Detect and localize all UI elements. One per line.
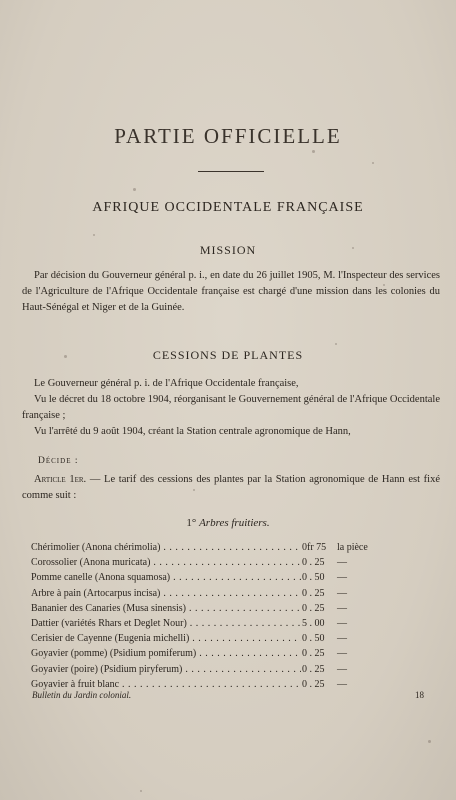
plant-price-list — [31, 540, 431, 692]
paper-speck — [372, 162, 374, 164]
plant-name: Chérimolier (Anona chérimolia) . . . — [31, 540, 301, 555]
plant-name: Cerisier de Cayenne (Eugenia michelli) . . . — [31, 631, 301, 646]
region-title: AFRIQUE OCCIDENTALE FRANÇAISE — [92, 200, 364, 215]
plant-row — [31, 540, 431, 555]
article-text: — Le tarif des cessions des plantes par la Station agronomique de Hann est fixé comme suit : — [22, 474, 440, 501]
paper-speck — [312, 150, 315, 153]
preamble-arrete: Vu l'arrêté du 9 août 1904, créant la Station centrale agronomique de Hann, — [34, 426, 351, 437]
plant-name: Dattier (variétés Rhars et Deglet Nour) . . . — [31, 616, 301, 631]
plant-unit: — — [337, 572, 347, 584]
cessions-preamble — [22, 376, 440, 440]
plant-row — [31, 631, 431, 646]
plant-price: 0 . 25 — [302, 678, 325, 690]
mission-text: Par décision du Gouverneur général p. i., en date du 26 juillet 1905, M. l'Inspecteur des services de l'Agriculture de l'Afrique Occidentale française est chargé d'une mission dans les colonies du Haut-Sénégal et Niger et de la Guinée. — [22, 270, 440, 313]
paper-speck — [133, 188, 136, 191]
plant-name: Goyavier à fruit blanc . . . — [31, 677, 301, 692]
title-divider — [198, 171, 264, 172]
plant-row — [31, 555, 431, 570]
preamble-decree: Vu le décret du 18 octobre 1904, réorganisant le Gouvernement général de l'Afrique Occidentale française ; — [22, 394, 440, 421]
page-footer — [32, 690, 424, 700]
plant-row — [31, 616, 431, 631]
plant-price: 0fr 75 — [302, 542, 327, 553]
plant-unit: — — [337, 633, 347, 645]
plant-unit: la pièce — [337, 542, 368, 553]
plant-row — [31, 662, 431, 677]
plant-price: 5 . 00 — [302, 617, 325, 629]
section-heading — [0, 517, 456, 529]
plant-unit: — — [337, 678, 347, 690]
cessions-heading: CESSIONS DE PLANTES — [152, 348, 304, 362]
plant-price: 0 . 50 — [302, 633, 325, 645]
preamble-governor: Le Gouverneur général p. i. de l'Afrique Occidentale française, — [34, 378, 299, 389]
section-number: 1° — [186, 517, 197, 529]
plant-row — [31, 646, 431, 661]
plant-price: 0 . 25 — [302, 648, 325, 660]
plant-price: 0 . 25 — [302, 663, 325, 675]
plant-price: 0 . 25 — [302, 602, 325, 614]
part-title: PARTIE OFFICIELLE — [114, 124, 342, 148]
plant-name: Arbre à pain (Artocarpus incisa) . . . — [31, 586, 301, 601]
paper-speck — [93, 234, 95, 236]
plant-unit: — — [337, 587, 347, 599]
plant-price: 0 . 25 — [302, 557, 325, 569]
mission-heading: MISSION — [199, 243, 257, 257]
journal-name: Bulletin du Jardin colonial. — [32, 690, 132, 700]
plant-unit: — — [337, 602, 347, 614]
plant-row — [31, 601, 431, 616]
decide-label: Décide : — [38, 456, 79, 466]
plant-name: Bananier des Canaries (Musa sinensis) . . . — [31, 601, 301, 616]
paper-speck — [140, 790, 142, 792]
mission-paragraph — [22, 268, 440, 316]
plant-name: Goyavier (poire) (Psidium piryferum) . . . — [31, 662, 301, 677]
article-paragraph — [22, 472, 440, 504]
article-label: Article 1er. — [34, 474, 87, 485]
paper-speck — [335, 343, 337, 345]
plant-name: Corossolier (Anona muricata) . . . — [31, 555, 301, 570]
section-title: Arbres fruitiers. — [199, 517, 270, 529]
plant-name: Pomme canelle (Anona squamosa) . . . — [31, 570, 301, 585]
plant-unit: — — [337, 648, 347, 660]
plant-price: 0 . 25 — [302, 587, 325, 599]
plant-name: Goyavier (pomme) (Psidium pomiferum) . . . — [31, 646, 301, 661]
paper-speck — [428, 740, 431, 743]
plant-unit: — — [337, 617, 347, 629]
plant-unit: — — [337, 663, 347, 675]
plant-unit: — — [337, 557, 347, 569]
page-number: 18 — [415, 690, 424, 700]
plant-price: 0 . 50 — [302, 572, 325, 584]
plant-row — [31, 586, 431, 601]
plant-row — [31, 570, 431, 585]
